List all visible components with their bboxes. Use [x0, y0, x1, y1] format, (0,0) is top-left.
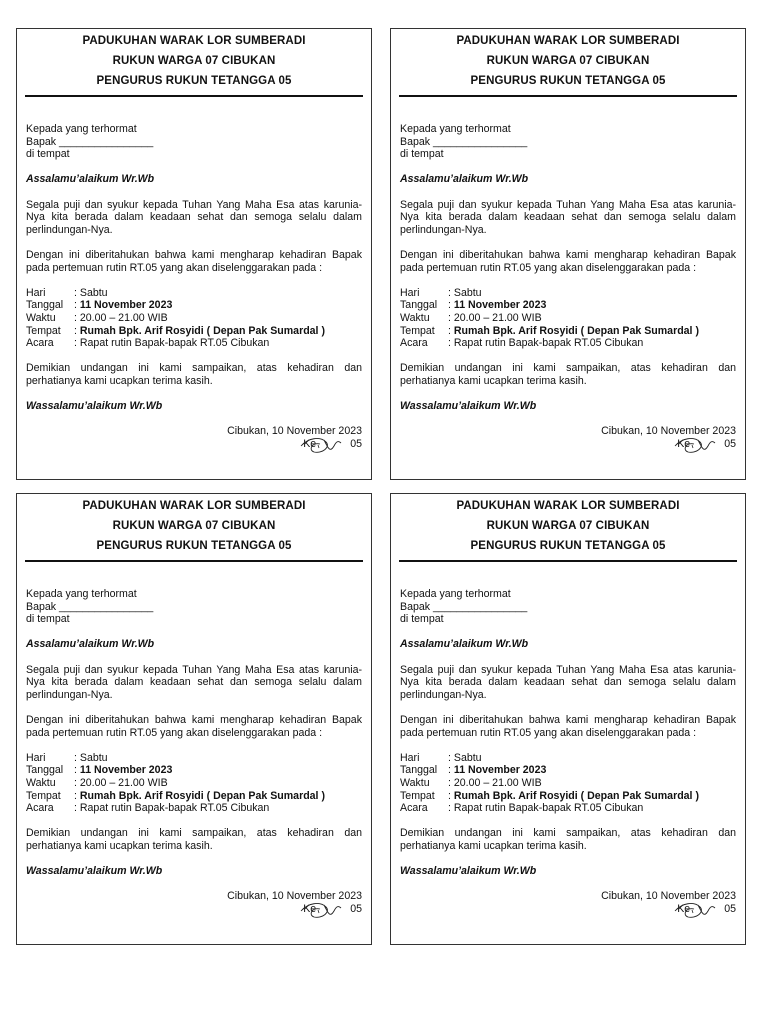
detail-tempat	[400, 790, 736, 803]
greeting: Assalamu’alaikum Wr.Wb	[26, 173, 155, 186]
detail-value	[74, 764, 362, 777]
detail-value	[74, 325, 362, 338]
detail-label: Tempat	[400, 789, 435, 802]
detail-waktu	[26, 312, 362, 325]
invitation-card	[16, 493, 372, 945]
detail-separator: :	[448, 764, 454, 777]
detail-date: 11 November 2023	[453, 299, 547, 312]
header-padukuhan: PADUKUHAN WARAK LOR SUMBERADI	[456, 35, 680, 47]
closing-paragraph: Demikian undangan ini kami sampaikan, atas kehadiran dan perhatianya kami ucapkan terima kasih.	[400, 362, 736, 387]
recipient-to: Kepada yang terhormat	[400, 123, 511, 135]
detail-label: Tempat	[26, 789, 61, 802]
signature-role-prefix: Ke	[677, 437, 691, 450]
recipient-bapak: Bapak ________________	[26, 600, 154, 613]
detail-separator: :	[448, 324, 454, 337]
detail-label: Hari	[26, 751, 46, 764]
letter-body	[400, 123, 736, 452]
greeting: Assalamu’alaikum Wr.Wb	[26, 638, 155, 651]
invitation-card	[390, 493, 746, 945]
detail-hari	[400, 287, 736, 300]
recipient-place: di tempat	[26, 148, 70, 161]
detail-label: Tanggal	[400, 764, 438, 777]
detail-value: : 20.00 – 21.00 WIB	[74, 776, 168, 789]
detail-value	[448, 299, 736, 312]
signature-block	[26, 438, 362, 452]
letter-body	[26, 123, 362, 452]
letter-body	[400, 588, 736, 917]
detail-label: Acara	[26, 802, 54, 815]
detail-venue: Rumah Bpk. Arif Rosyidi ( Depan Pak Sumardal )	[453, 324, 699, 337]
recipient-bapak: Bapak ________________	[400, 135, 528, 148]
header-rukun-tetangga: PENGURUS RUKUN TETANGGA 05	[96, 540, 292, 552]
farewell: Wassalamu’alaikum Wr.Wb	[400, 400, 537, 413]
handwritten-signature-icon	[672, 434, 718, 456]
detail-value: : 20.00 – 21.00 WIB	[448, 776, 542, 789]
detail-separator: :	[74, 764, 80, 777]
letter-body	[26, 588, 362, 917]
detail-acara	[400, 802, 736, 815]
header-rukun-tetangga: PENGURUS RUKUN TETANGGA 05	[470, 540, 666, 552]
detail-separator: :	[74, 324, 80, 337]
recipient-place: di tempat	[26, 613, 70, 626]
signature-block	[400, 903, 736, 917]
detail-tanggal	[400, 299, 736, 312]
detail-label: Tempat	[26, 324, 61, 337]
signature-place-date: Cibukan, 10 November 2023	[601, 890, 736, 903]
detail-tanggal	[26, 299, 362, 312]
detail-label: Hari	[400, 286, 420, 299]
notice-paragraph: Dengan ini diberitahukan bahwa kami mengharap kehadiran Bapak pada pertemuan rutin RT.05 yang akan diselenggarakan pada :	[400, 248, 736, 274]
detail-value	[448, 764, 736, 777]
detail-date: 11 November 2023	[79, 764, 173, 777]
header-rukun-tetangga: PENGURUS RUKUN TETANGGA 05	[470, 75, 666, 87]
farewell: Wassalamu’alaikum Wr.Wb	[26, 400, 163, 413]
header-divider	[399, 560, 737, 562]
detail-value: : 20.00 – 21.00 WIB	[74, 311, 168, 324]
detail-value	[448, 790, 736, 803]
header-rukun-warga: RUKUN WARGA 07 CIBUKAN	[486, 520, 650, 532]
detail-value: : Rapat rutin Bapak-bapak RT.05 Cibukan	[74, 802, 270, 815]
signature-role-suffix: 05	[724, 437, 736, 450]
detail-label: Tanggal	[26, 299, 64, 312]
detail-separator: :	[448, 789, 454, 802]
detail-date: 11 November 2023	[453, 764, 547, 777]
detail-value: : Sabtu	[448, 286, 482, 299]
signature-block	[26, 903, 362, 917]
detail-date: 11 November 2023	[79, 299, 173, 312]
detail-separator: :	[74, 299, 80, 312]
header-rukun-tetangga: PENGURUS RUKUN TETANGGA 05	[96, 75, 292, 87]
detail-label: Hari	[26, 286, 46, 299]
header-divider	[399, 95, 737, 97]
opening-paragraph: Segala puji dan syukur kepada Tuhan Yang Maha Esa atas karunia-Nya kita berada dalam keadaan sehat dan semoga selalu dalam perlindungan-Nya.	[400, 198, 736, 236]
notice-paragraph: Dengan ini diberitahukan bahwa kami mengharap kehadiran Bapak pada pertemuan rutin RT.05 yang akan diselenggarakan pada :	[26, 713, 362, 739]
detail-label: Acara	[400, 802, 428, 815]
detail-value	[74, 299, 362, 312]
detail-acara	[26, 337, 362, 350]
closing-paragraph: Demikian undangan ini kami sampaikan, atas kehadiran dan perhatianya kami ucapkan terima kasih.	[26, 362, 362, 387]
handwritten-signature-icon	[672, 899, 718, 921]
detail-venue: Rumah Bpk. Arif Rosyidi ( Depan Pak Sumardal )	[79, 789, 325, 802]
header-padukuhan: PADUKUHAN WARAK LOR SUMBERADI	[456, 500, 680, 512]
header-padukuhan: PADUKUHAN WARAK LOR SUMBERADI	[82, 35, 306, 47]
notice-paragraph: Dengan ini diberitahukan bahwa kami mengharap kehadiran Bapak pada pertemuan rutin RT.05 yang akan diselenggarakan pada :	[400, 713, 736, 739]
detail-hari	[400, 752, 736, 765]
detail-label: Hari	[400, 751, 420, 764]
detail-separator: :	[74, 789, 80, 802]
detail-label: Tanggal	[400, 299, 438, 312]
detail-value: : Sabtu	[74, 751, 108, 764]
recipient-to: Kepada yang terhormat	[400, 588, 511, 600]
opening-paragraph: Segala puji dan syukur kepada Tuhan Yang Maha Esa atas karunia-Nya kita berada dalam keadaan sehat dan semoga selalu dalam perlindungan-Nya.	[26, 663, 362, 701]
opening-paragraph: Segala puji dan syukur kepada Tuhan Yang Maha Esa atas karunia-Nya kita berada dalam keadaan sehat dan semoga selalu dalam perlindungan-Nya.	[400, 663, 736, 701]
invitation-card	[390, 28, 746, 480]
invitation-card	[16, 28, 372, 480]
detail-value: : Rapat rutin Bapak-bapak RT.05 Cibukan	[448, 802, 644, 815]
recipient-to: Kepada yang terhormat	[26, 588, 137, 600]
opening-paragraph: Segala puji dan syukur kepada Tuhan Yang Maha Esa atas karunia-Nya kita berada dalam keadaan sehat dan semoga selalu dalam perlindungan-Nya.	[26, 198, 362, 236]
detail-value	[448, 325, 736, 338]
header-rukun-warga: RUKUN WARGA 07 CIBUKAN	[486, 55, 650, 67]
detail-label: Waktu	[400, 311, 430, 324]
signature-role-prefix: Ke	[677, 902, 691, 915]
notice-paragraph: Dengan ini diberitahukan bahwa kami mengharap kehadiran Bapak pada pertemuan rutin RT.05 yang akan diselenggarakan pada :	[26, 248, 362, 274]
signature-role-prefix: Ke	[303, 437, 317, 450]
signature-place-date: Cibukan, 10 November 2023	[227, 425, 362, 438]
signature-block	[400, 438, 736, 452]
signature-role-suffix: 05	[350, 437, 362, 450]
detail-value: : 20.00 – 21.00 WIB	[448, 311, 542, 324]
detail-label: Tanggal	[26, 764, 64, 777]
detail-label: Waktu	[26, 311, 56, 324]
recipient-bapak: Bapak ________________	[26, 135, 154, 148]
detail-value: : Rapat rutin Bapak-bapak RT.05 Cibukan	[74, 337, 270, 350]
signature-place-date: Cibukan, 10 November 2023	[601, 425, 736, 438]
signature-place-date: Cibukan, 10 November 2023	[227, 890, 362, 903]
detail-separator: :	[448, 299, 454, 312]
detail-label: Acara	[400, 337, 428, 350]
recipient-place: di tempat	[400, 613, 444, 626]
detail-hari	[26, 287, 362, 300]
detail-value: : Sabtu	[448, 751, 482, 764]
signature-role-suffix: 05	[350, 902, 362, 915]
detail-acara	[400, 337, 736, 350]
detail-label: Tempat	[400, 324, 435, 337]
recipient-bapak: Bapak ________________	[400, 600, 528, 613]
header-rukun-warga: RUKUN WARGA 07 CIBUKAN	[112, 520, 276, 532]
detail-venue: Rumah Bpk. Arif Rosyidi ( Depan Pak Sumardal )	[79, 324, 325, 337]
detail-value: : Rapat rutin Bapak-bapak RT.05 Cibukan	[448, 337, 644, 350]
signature-role-prefix: Ke	[303, 902, 317, 915]
header-padukuhan: PADUKUHAN WARAK LOR SUMBERADI	[82, 500, 306, 512]
handwritten-signature-icon	[298, 899, 344, 921]
detail-waktu	[400, 312, 736, 325]
detail-label: Acara	[26, 337, 54, 350]
detail-tempat	[400, 325, 736, 338]
detail-tanggal	[400, 764, 736, 777]
closing-paragraph: Demikian undangan ini kami sampaikan, atas kehadiran dan perhatianya kami ucapkan terima kasih.	[26, 827, 362, 852]
greeting: Assalamu’alaikum Wr.Wb	[400, 173, 529, 186]
detail-tempat	[26, 325, 362, 338]
detail-tanggal	[26, 764, 362, 777]
detail-venue: Rumah Bpk. Arif Rosyidi ( Depan Pak Sumardal )	[453, 789, 699, 802]
detail-label: Waktu	[26, 776, 56, 789]
detail-hari	[26, 752, 362, 765]
detail-value	[74, 790, 362, 803]
detail-waktu	[400, 777, 736, 790]
farewell: Wassalamu’alaikum Wr.Wb	[26, 865, 163, 878]
recipient-to: Kepada yang terhormat	[26, 123, 137, 135]
detail-tempat	[26, 790, 362, 803]
greeting: Assalamu’alaikum Wr.Wb	[400, 638, 529, 651]
signature-role-suffix: 05	[724, 902, 736, 915]
closing-paragraph: Demikian undangan ini kami sampaikan, atas kehadiran dan perhatianya kami ucapkan terima kasih.	[400, 827, 736, 852]
header-rukun-warga: RUKUN WARGA 07 CIBUKAN	[112, 55, 276, 67]
detail-waktu	[26, 777, 362, 790]
recipient-place: di tempat	[400, 148, 444, 161]
header-divider	[25, 95, 363, 97]
detail-label: Waktu	[400, 776, 430, 789]
detail-acara	[26, 802, 362, 815]
handwritten-signature-icon	[298, 434, 344, 456]
header-divider	[25, 560, 363, 562]
detail-value: : Sabtu	[74, 286, 108, 299]
farewell: Wassalamu’alaikum Wr.Wb	[400, 865, 537, 878]
